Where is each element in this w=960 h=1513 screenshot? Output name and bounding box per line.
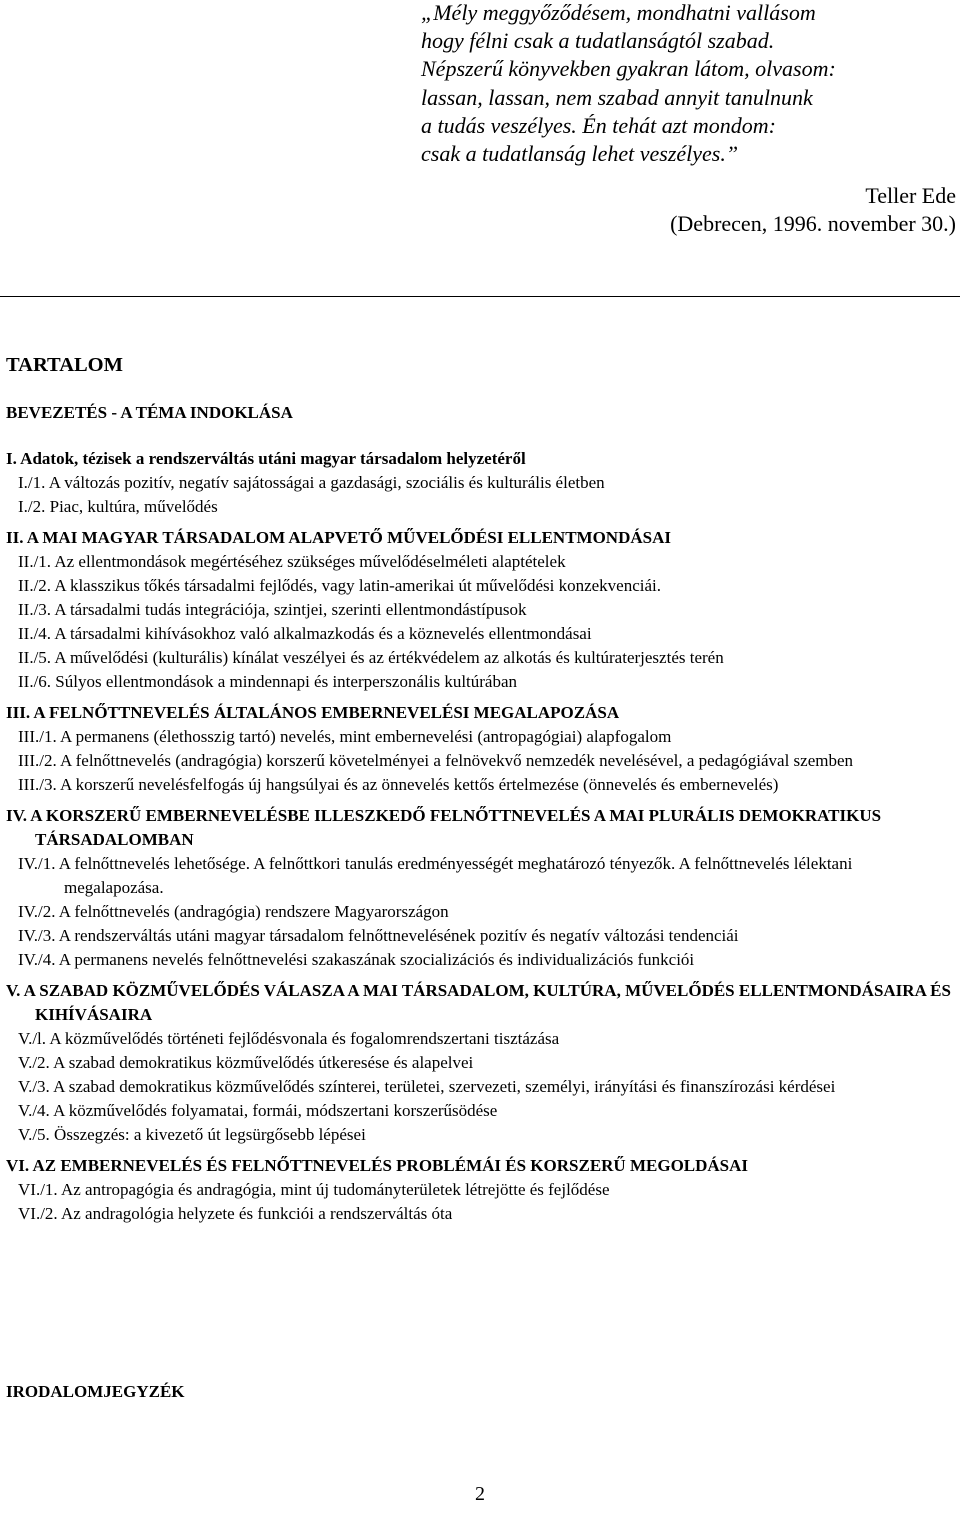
quote-line: hogy félni csak a tudatlanságtól szabad. [421, 28, 775, 54]
chapter-title: II. A MAI MAGYAR TÁRSADALOM ALAPVETŐ MŰVELŐDÉSI ELLENTMONDÁSAI [6, 528, 671, 547]
toc-chapter-2 [6, 526, 956, 694]
quote-line: csak a tudatlanság lehet veszélyes.” [421, 141, 739, 167]
toc-entry: V./5. Összegzés: a kivezető út legsürgősebb lépései [18, 1125, 366, 1144]
toc-entry: VI./2. Az andragológia helyzete és funkciói a rendszerváltás óta [18, 1204, 453, 1223]
quote-line: a tudás veszélyes. Én tehát azt mondom: [421, 112, 776, 138]
toc-introduction: BEVEZETÉS - A TÉMA INDOKLÁSA [6, 403, 293, 422]
toc-entry: III./2. A felnőttnevelés (andragógia) korszerű követelményei a felnövekvő nemzedék nevelésével, a pedagógiával szemben [18, 751, 854, 770]
toc-entry: II./5. A művelődési (kulturális) kínálat veszélyei és az értékvédelem az alkotás és kultúraterjesztés terén [18, 648, 724, 667]
toc-entry: IV./3. A rendszerváltás utáni magyar társadalom felnőttnevelésének pozitív és negatív változási tendenciái [18, 926, 739, 945]
quote-line: Népszerű könyvekben gyakran látom, olvasom: [421, 56, 836, 82]
toc-entry: II./1. Az ellentmondások megértéséhez szükséges művelődéselméleti alaptételek [18, 552, 566, 571]
quote-line: „Mély meggyőződésem, mondhatni vallásom [421, 0, 816, 25]
bibliography-heading: IRODALOMJEGYZÉK [6, 1382, 185, 1401]
toc-chapter-6 [6, 1154, 956, 1226]
toc-entry: II./6. Súlyos ellentmondások a mindennapi és interperszonális kultúrában [18, 672, 518, 691]
chapter-title: VI. AZ EMBERNEVELÉS ÉS FELNŐTTNEVELÉS PROBLÉMÁI ÉS KORSZERŰ MEGOLDÁSAI [6, 1156, 749, 1175]
toc-entry: III./1. A permanens (élethosszig tartó) nevelés, mint embernevelési (antropagógiai) alapfogalom [18, 727, 672, 746]
table-of-contents [6, 447, 956, 1226]
toc-entry: II./2. A klasszikus tőkés társadalmi fejlődés, vagy latin-amerikai út művelődési konzekvenciái. [18, 576, 661, 595]
toc-chapter-3 [6, 701, 956, 797]
toc-entry: V./4. A közművelődés folyamatai, formái, módszertani korszerűsödése [18, 1101, 498, 1120]
epigraph-attribution [670, 182, 956, 238]
toc-entry: II./4. A társadalmi kihívásokhoz való alkalmazkodás és a köznevelés ellentmondásai [18, 624, 592, 643]
toc-chapter-4 [6, 804, 956, 972]
toc-heading: TARTALOM [6, 354, 123, 376]
toc-chapter-1 [6, 447, 956, 519]
quote-source: (Debrecen, 1996. november 30.) [670, 211, 956, 236]
quote-line: lassan, lassan, nem szabad annyit tanulnunk [421, 84, 813, 110]
chapter-title: I. Adatok, tézisek a rendszerváltás utáni magyar társadalom helyzetéről [6, 449, 526, 468]
chapter-title: V. A SZABAD KÖZMŰVELŐDÉS VÁLASZA A MAI TÁRSADALOM, KULTÚRA, MŰVELŐDÉS ELLENTMONDÁSAIRA ÉS KIHÍVÁSAIRA [6, 981, 951, 1024]
quote-author: Teller Ede [865, 183, 956, 208]
epigraph-quote [421, 0, 836, 168]
toc-entry: VI./1. Az antropagógia és andragógia, mint új tudományterületek létrejötte és fejlődése [18, 1180, 610, 1199]
toc-chapter-5 [6, 979, 956, 1147]
toc-entry: I./2. Piac, kultúra, művelődés [18, 497, 218, 516]
toc-entry: III./3. A korszerű nevelésfelfogás új hangsúlyai és az önnevelés kettős értelmezése (önnevelés és embernevelés) [18, 775, 779, 794]
toc-entry: V./3. A szabad demokratikus közművelődés színterei, területei, szervezeti, személyi, irányítási és finanszírozási kérdései [18, 1077, 836, 1096]
chapter-title: III. A FELNŐTTNEVELÉS ÁLTALÁNOS EMBERNEVELÉSI MEGALAPOZÁSA [6, 703, 620, 722]
chapter-title: IV. A KORSZERŰ EMBERNEVELÉSBE ILLESZKEDŐ FELNŐTTNEVELÉS A MAI PLURÁLIS DEMOKRATIKUS TÁRSADALOMBAN [6, 806, 882, 849]
toc-entry: IV./4. A permanens nevelés felnőttnevelési szakaszának szocializációs és individualizációs funkciói [18, 950, 695, 969]
page-number: 2 [475, 1483, 485, 1505]
toc-entry: V./2. A szabad demokratikus közművelődés útkeresése és alapelvei [18, 1053, 474, 1072]
toc-entry: IV./2. A felnőttnevelés (andragógia) rendszere Magyarországon [18, 902, 449, 921]
toc-entry: I./1. A változás pozitív, negatív sajátosságai a gazdasági, szociális és kulturális életben [18, 473, 605, 492]
toc-entry: IV./1. A felnőttnevelés lehetősége. A felnőttkori tanulás eredményességét meghatározó tényezők. A felnőttnevelés lélektani megalapozása. [18, 854, 853, 897]
horizontal-divider [0, 296, 960, 297]
toc-entry: II./3. A társadalmi tudás integrációja, szintjei, szerinti ellentmondástípusok [18, 600, 527, 619]
toc-entry: V./l. A közművelődés történeti fejlődésvonala és fogalomrendszertani tisztázása [18, 1029, 560, 1048]
